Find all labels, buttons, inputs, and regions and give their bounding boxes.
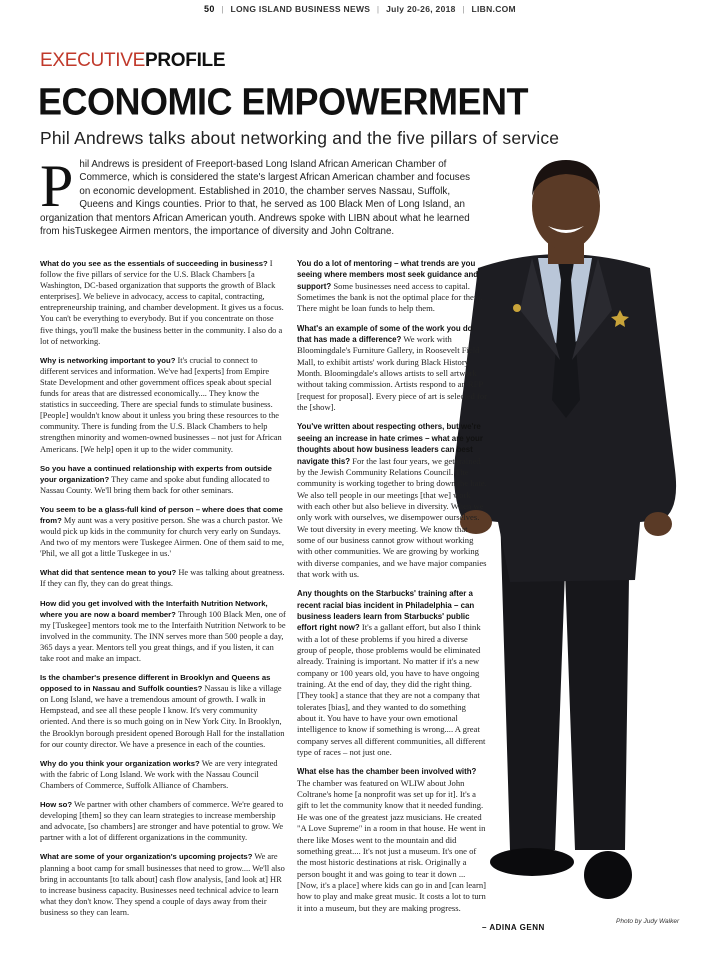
qa-item bbox=[297, 588, 487, 758]
answer: We partner with other chambers of commerce. We're geared to developing [them] so they can learn strategies to increase membership and advocate, [so chambers] are stronger and have potential to grow. We partner with a lot of different organizations in the community. bbox=[40, 800, 284, 843]
site-link[interactable]: LIBN.COM bbox=[471, 4, 516, 14]
question: What are some of your organization's upcoming projects? bbox=[40, 852, 253, 862]
question: What do you see as the essentials of succeeding in business? bbox=[40, 259, 268, 268]
question: Is the chamber's presence different in Brooklyn and Queens as opposed to in Nassau and Suffolk counties? bbox=[40, 673, 271, 694]
answer: Through 100 Black Men, one of my [Tuskegee] mentors took me to the Interfaith Nutrition Network to be involved in the community. The INN serves more than 500 people a day, 365 days a year. Mentors tell you great things, and if you listen, it can take root and make an impact. bbox=[40, 609, 286, 663]
article-column-2 bbox=[297, 258, 487, 922]
page-header: 50 | LONG ISLAND BUSINESS NEWS | July 20-26, 2018 | LIBN.COM bbox=[204, 4, 516, 14]
publication-name: LONG ISLAND BUSINESS NEWS bbox=[230, 4, 371, 14]
deck: Phil Andrews talks about networking and the five pillars of service bbox=[40, 128, 560, 148]
qa-item bbox=[297, 421, 487, 580]
answer: We are planning a boot camp for small businesses that need to grow.... We'll also bring in accountants [to talk about] cash flow analysis, [and look at] HR to increase business capacity. Businesses need technical advice to learn what they don't know. They spend a couple of days away from their business so they can learn. bbox=[40, 852, 285, 917]
question: What else has the chamber been involved with? bbox=[297, 767, 477, 777]
question: You seem to be a glass-full kind of person – where does that come from? bbox=[40, 504, 283, 525]
answer: Some businesses need access to capital. Sometimes the bank is not the optimal place for them. There might be loan funds to help them. bbox=[297, 280, 483, 314]
answer: Nassau is like a village on Long Island, we have a tremendous amount of growth. I walk in Hempstead, and see all these people I know. It's very community oriented. And there is so much going on in New York City. In Brooklyn, the Brooklyn borough president opened Borough Hall for the installation for our county director. We have a presence in each of the counties. bbox=[40, 684, 285, 749]
section-kicker bbox=[40, 50, 225, 72]
question: Any thoughts on the Starbucks' training after a recent racial bias incident in Philadelphia – can business leaders learn from Starbucks' public effort right now? bbox=[297, 589, 475, 633]
answer: The chamber was featured on WLIW about John Coltrane's home [a nonprofit was set up for it]. It's a gift to let the community know that it needed funding. He was one of the greatest jazz musicians. He created "A Love Supreme" in a room in that house. He went in there like Moses went to the mountain and did something great.... It's not just a museum. It's one of the most historic destinations at risk. Originally a person bought it and was going to tear it down ... [Now, it's a place] where kids can go in and [can learn] how to play and make great music. It costs a lot to turn it into a museum, but they are making progress. bbox=[297, 777, 487, 913]
answer: We are very integrated with the fabric of Long Island. We work with the Nassau Council Chambers of Commerce, Suffolk Alliance of Chambers. bbox=[40, 758, 278, 790]
answer: They came and spoke abut funding allocated to Nassau County. We'll bring them back for other seminars. bbox=[40, 474, 270, 495]
qa-item bbox=[40, 598, 286, 665]
intro-paragraph bbox=[40, 153, 480, 238]
answer: He was talking about greatness. If they can fly, they can do great things. bbox=[40, 568, 285, 589]
question: Why is networking important to you? bbox=[40, 355, 176, 365]
page-number: 50 bbox=[204, 4, 215, 14]
answer: I follow the five pillars of service for the U.S. Black Chambers [a Washington, DC-based organization that supports the growth of Black enterprises]. We believe in advocacy, access to capital, contracting, entrepreneurship training, and chamber development. It gives us a focus. You can't be everything to everybody. But if you concentrate on those five things, you'll make the business better in the community. I also do a lot of networking. bbox=[40, 259, 284, 346]
qa-item bbox=[40, 758, 286, 791]
qa-item bbox=[40, 504, 286, 559]
answer: It's a gallant effort, but also I think with a lot of these problems if you hired a diverse group of people, those problems would be eliminated already. Training is important. No matter if it's a new company or 100 years old, you have to have ongoing training. At the end of day, they did the right thing. [They took] a stance that they are not a company that tolerates [bias], and they wanted to do something about it. You have to have your own emotional intelligence to know if something is wrong.... A great company serves all different communities, all different type of races – not just one. bbox=[297, 622, 486, 758]
drop-cap: P bbox=[40, 153, 74, 219]
qa-item bbox=[40, 672, 286, 750]
article-column-1 bbox=[40, 258, 286, 926]
intro-text: hil Andrews is president of Freeport-based Long Island African American Chamber of Commerce, which is considered the state's largest African American chamber and focuses on economic development. Established in 2010, the chamber serves Nassau, Suffolk, Queens and Kings counties. Prior to that, he served as 100 Black Men of Long Island, an organization that mentors African American youth. Andrews spoke with LIBN about what he learned from hisTuskegee Airmen mentors, the importance of diversity and John Coltrane. bbox=[40, 159, 471, 238]
question: How so? bbox=[40, 800, 73, 810]
qa-item bbox=[297, 258, 487, 315]
question: What did that sentence mean to you? bbox=[40, 568, 177, 578]
question: Why do you think your organization works? bbox=[40, 758, 200, 768]
question: So you have a continued relationship with experts from outside your organization? bbox=[40, 463, 272, 484]
qa-item bbox=[297, 766, 487, 913]
qa-item bbox=[40, 463, 286, 496]
qa-item bbox=[40, 258, 286, 347]
qa-item bbox=[40, 851, 286, 918]
answer: For the last four years, we get trained by the Jewish Community Relations Council. The community is working together to bring down the hate. We also tell people in our meetings [that we] work with each other but also believe in diversity. When we only work with ourselves, we disempower ourselves. We tout diversity in every meeting. We know that some of our business cannot grow without working with other communities. We are growing by working with diverse companies, and we have major companies that work with us. bbox=[297, 455, 487, 579]
kicker-profile: PROFILE bbox=[145, 50, 226, 71]
author-signature: – ADINA GENN bbox=[482, 923, 545, 932]
headline: ECONOMIC EMPOWERMENT bbox=[38, 80, 528, 124]
answer: My aunt was a very positive person. She was a church pastor. We would pick up kids in the community for church very early on Sundays. And two of my mentors were Tuskegee Airmen. One of them said to me, 'Phil, we all got a little Tuskegee in us.' bbox=[40, 515, 284, 559]
question: How did you get involved with the Interfaith Nutrition Network, where you are now a board member? bbox=[40, 598, 268, 619]
question: You do a lot of mentoring – what trends are you seeing where members most seek guidance and support? bbox=[297, 259, 479, 291]
qa-item bbox=[40, 799, 286, 843]
qa-item bbox=[40, 567, 286, 589]
photo-credit: Photo by Judy Walker bbox=[616, 918, 680, 925]
answer: It's crucial to connect to different services and information. We've had [experts] from Empire State Development and other government offices speak about special funds for areas that are distressed economically.... They know the statistics in succeeding. There are special funds to stimulate business. [People] wouldn't know about it unless you bring these resources to the community. There is funding from the U.S. Black Chambers to help strengthen minority and women-owned businesses – not just for African Americans. [We help] open it up to the wider community. bbox=[40, 355, 282, 454]
question: You've written about respecting others, but we're seeing an increase in hate crimes – what are your thoughts about how business leaders can best navigate this? bbox=[297, 422, 483, 466]
qa-item bbox=[40, 355, 286, 455]
answer: We work with Bloomingdale's Furniture Gallery, in Roosevelt Field Mall, to exhibit artists' work during Black History Month. Bloomingdale's allows artists to sell artwork without taking commission. Artists respond to an RFP [request for proposal]. Every piece of art is selected for the [show]. bbox=[297, 334, 487, 413]
qa-item bbox=[297, 323, 487, 414]
question: What's an example of some of the work you do that has made a difference? bbox=[297, 323, 473, 345]
kicker-executive: EXECUTIVE bbox=[40, 50, 145, 71]
issue-date: July 20-26, 2018 bbox=[386, 4, 456, 14]
